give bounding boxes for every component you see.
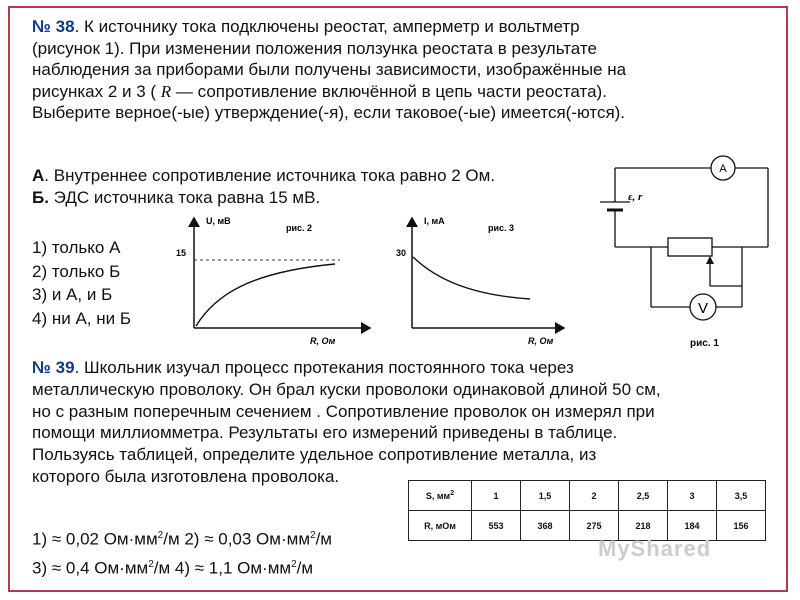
problem-39-line-2: металлическую проволоку. Он брал куски проволоки одинаковой длиной 50 см, — [32, 379, 661, 399]
graph-2-caption: рис. 2 — [286, 223, 313, 233]
results-table — [408, 480, 766, 541]
problem-38-line-2: (рисунок 1). При изменении положения ползунка реостата в результате — [32, 38, 597, 58]
graph-3 — [392, 210, 572, 350]
table-row-s — [409, 481, 766, 511]
problem-38-line-3: наблюдения за приборами были получены зависимости, изображённые на — [32, 60, 627, 79]
problem-39-number: № 39 — [32, 358, 75, 377]
option-2: 2) только Б — [32, 261, 121, 281]
problem-39-line-6: которого была изготовлена проволока. — [32, 466, 340, 486]
problem-38-text — [32, 16, 626, 124]
table-cell: 3,5 — [717, 481, 766, 511]
table-cell: 1,5 — [521, 481, 570, 511]
graph-3-y-value: 30 — [396, 248, 407, 258]
answer-row-1: 1) ≈ 0,02 $Ом\cdot мм^2/м$ 2) ≈ 0,03 $Ом\cdot мм^2/м$ — [32, 529, 332, 549]
table-cell: 2 — [570, 481, 619, 511]
watermark: MyShared — [598, 536, 712, 561]
table-cell: 2,5 — [619, 481, 668, 511]
statement-a: А. Внутреннее сопротивление источника тока равно 2 Ом. — [32, 166, 496, 185]
circuit-diagram — [590, 152, 780, 352]
table-cell: 156 — [717, 511, 766, 541]
graph-2-y-value: 15 — [176, 248, 187, 258]
graph-3-x-label: R, Ом — [528, 336, 554, 346]
voltmeter-label: V — [697, 300, 709, 317]
answer-row-2: 3) ≈ 0,4 $Ом\cdot мм^2/м$ 4) ≈ 1,1 $Ом\cdot мм^2/м$ — [32, 558, 314, 578]
table-cell: 3 — [668, 481, 717, 511]
table-cell: 368 — [521, 511, 570, 541]
circuit-caption: рис. 1 — [690, 338, 719, 349]
graph-2-curve — [196, 264, 335, 326]
table-cell: 218 — [619, 511, 668, 541]
graph-2 — [170, 210, 380, 350]
statements — [32, 165, 495, 208]
option-1: 1) только А — [32, 238, 121, 257]
graph-2-y-label: U, мВ — [206, 216, 231, 226]
answer-options-38 — [32, 236, 131, 330]
problem-38-line-4: рисунках 2 и 3 ( R — сопротивление включённой в цепь части реостата). — [32, 81, 607, 101]
graph-3-caption: рис. 3 — [488, 223, 515, 233]
row-label-s: S, $мм^2$ — [409, 481, 472, 511]
ammeter-label: A — [719, 163, 727, 175]
table-cell: 1 — [472, 481, 521, 511]
answer-options-39 — [32, 523, 332, 580]
statement-b: Б. ЭДС источника тока равна 15 мВ. — [32, 187, 321, 207]
problem-39-line-5: Пользуясь таблицей, определите удельное сопротивление металла, из — [32, 445, 597, 465]
problem-38-line-5: Выберите верное(-ые) утверждение(-я), если таковое(-ые) имеется(-ются). — [32, 103, 626, 122]
table-row-r — [409, 511, 766, 541]
source-label: ε, r — [628, 191, 643, 203]
row-label-r: R, мОм — [409, 511, 472, 541]
option-4: 4) ни А, ни Б — [32, 308, 131, 328]
problem-39-line-1: . Школьник изучал процесс протекания постоянного тока через — [74, 358, 574, 377]
graph-3-curve — [413, 257, 530, 299]
option-3: 3) и А, и Б — [32, 285, 113, 304]
table-cell: 553 — [472, 511, 521, 541]
table-cell: 275 — [570, 511, 619, 541]
problem-38-line-1: . К источнику тока подключены реостат, амперметр и вольтметр — [74, 17, 580, 36]
graph-2-x-label: R, Ом — [310, 336, 336, 346]
graph-3-y-label: I, мА — [424, 216, 445, 226]
problem-39-line-3: но с разным поперечным сечением . Сопротивление проволок он измерял при — [32, 401, 655, 421]
rheostat — [668, 238, 712, 256]
problem-38-number: № 38 — [32, 17, 75, 36]
problem-39-line-4: помощи миллиомметра. Результаты его измерений приведены в таблице. — [32, 423, 618, 443]
problem-39-text — [32, 357, 661, 488]
table-cell: 184 — [668, 511, 717, 541]
